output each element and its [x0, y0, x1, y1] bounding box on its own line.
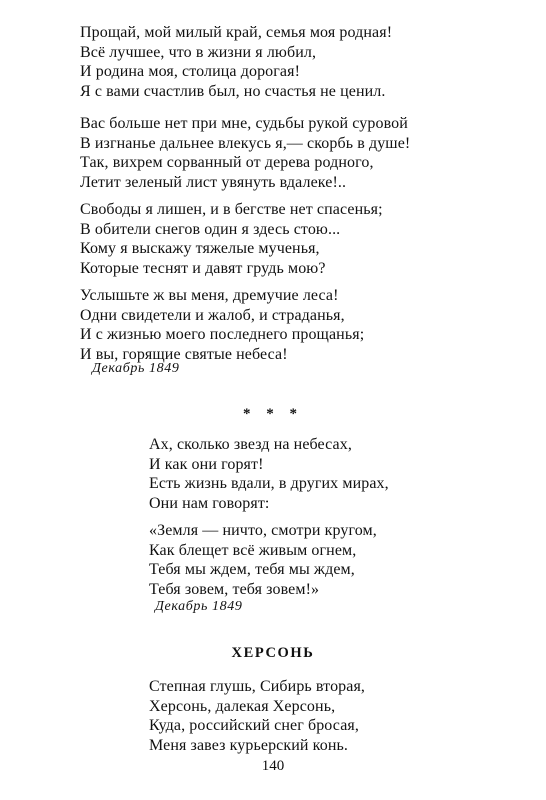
verse-line: Которые теснят и давят грудь мою? [80, 259, 326, 277]
verse-line: Прощай, мой милый край, семья моя родная! [80, 24, 393, 41]
poem1-date: Декабрь 1849 [92, 361, 180, 376]
poem1-stanza-4 [80, 286, 364, 364]
verse-line: Куда, российский снег бросая, [149, 717, 359, 734]
poem2-title: * * * [243, 406, 303, 422]
verse-line: Свободы я лишен, и в бегстве нет спасенья; [80, 201, 383, 218]
verse-line: Меня завез курьерский конь. [149, 736, 349, 754]
verse-line: И как они горят! [149, 455, 264, 473]
verse-line: Ах, сколько звезд на небесах, [149, 436, 352, 453]
page-number: 140 [261, 758, 285, 774]
verse-line: Вас больше нет при мне, судьбы рукой суровой [80, 115, 408, 132]
verse-line: «Земля — ничто, смотри кругом, [149, 522, 377, 539]
poem3-stanza-1 [149, 677, 365, 755]
verse-line: В обители снегов один я здесь стою... [80, 220, 341, 238]
poem3-title: ХЕРСОНЬ [231, 645, 315, 661]
verse-line: Они нам говорят: [149, 494, 270, 512]
verse-line: Так, вихрем сорванный от дерева родного, [80, 154, 374, 171]
verse-line: И с жизнью моего последнего прощанья; [80, 326, 365, 343]
verse-line: Всё лучшее, что в жизни я любил, [80, 43, 317, 61]
verse-line: Тебя мы ждем, тебя мы ждем, [149, 561, 355, 578]
verse-line: Есть жизнь вдали, в других мирах, [149, 475, 389, 492]
verse-line: Одни свидетели и жалоб, и страданья, [80, 306, 345, 324]
verse-line: В изгнанье дальнее влекусь я,— скорбь в душе! [80, 134, 411, 152]
verse-line: Кому я выскажу тяжелые мученья, [80, 240, 320, 257]
verse-line: Херсонь, далекая Херсонь, [149, 697, 336, 715]
verse-line: И родина моя, столица дорогая! [80, 63, 301, 80]
verse-line: Как блещет всё живым огнем, [149, 541, 357, 559]
poem2-stanza-2 [149, 521, 377, 599]
verse-line: И вы, горящие святые небеса! [80, 345, 288, 363]
poem2-stanza-1 [149, 435, 389, 513]
verse-line: Тебя зовем, тебя зовем!» [149, 580, 320, 598]
verse-line: Услышьте ж вы меня, дремучие леса! [80, 287, 339, 304]
poem1-stanza-2 [80, 114, 410, 192]
poem1-stanza-1 [80, 23, 392, 101]
poem1-stanza-3 [80, 200, 383, 278]
verse-line: Летит зеленый лист увянуть вдалеке!.. [80, 173, 347, 191]
poem2-date: Декабрь 1849 [155, 599, 243, 614]
verse-line: Степная глушь, Сибирь вторая, [149, 678, 366, 695]
verse-line: Я с вами счастлив был, но счастья не ценил. [80, 82, 386, 100]
